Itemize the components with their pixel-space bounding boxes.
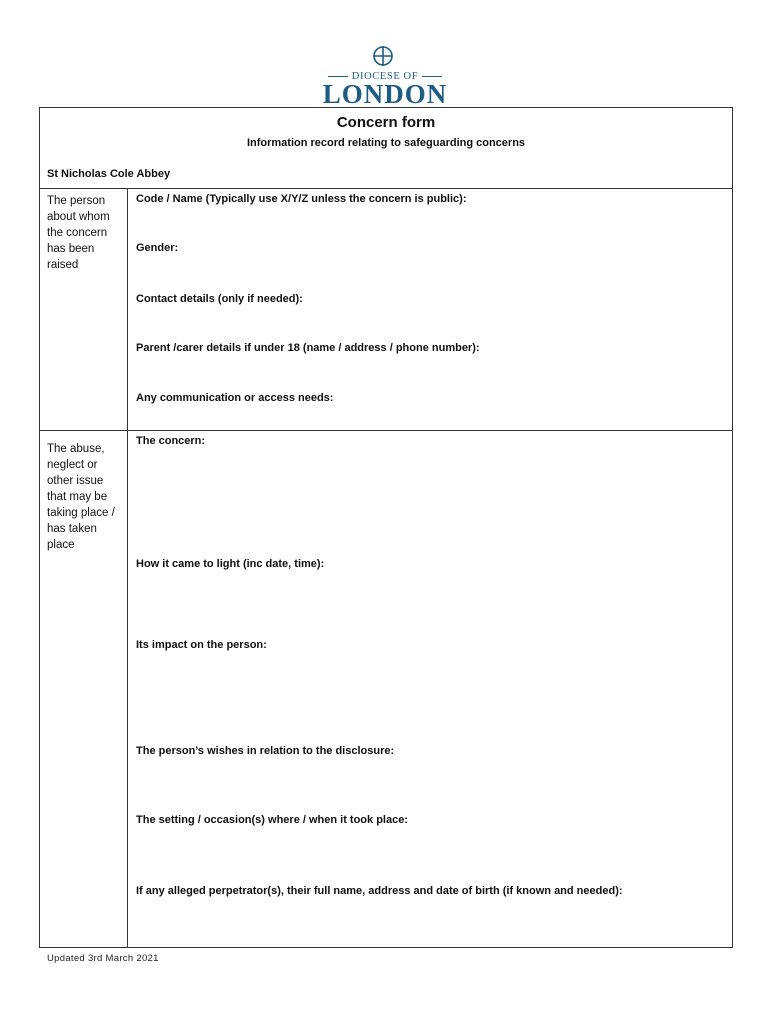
field-came-to-light-label: How it came to light (inc date, time):	[136, 558, 325, 570]
diocese-logo	[300, 40, 470, 109]
section-divider	[40, 430, 732, 431]
concern-form	[39, 107, 733, 948]
field-perpetrator-input[interactable]	[130, 900, 728, 944]
field-gender-input[interactable]	[130, 257, 728, 289]
church-name: St Nicholas Cole Abbey	[47, 168, 171, 180]
field-contact-input[interactable]	[130, 308, 728, 338]
field-communication-label: Any communication or access needs:	[136, 392, 334, 404]
logo-top-text: DIOCESE OF	[351, 70, 419, 82]
header-divider	[40, 188, 732, 189]
field-code-name-label: Code / Name (Typically use X/Y/Z unless the concern is public):	[136, 193, 467, 205]
field-parent-carer-label: Parent /carer details if under 18 (name / address / phone number):	[136, 342, 480, 354]
field-communication-input[interactable]	[130, 407, 728, 427]
field-concern-label: The concern:	[136, 435, 206, 447]
form-subtitle: Information record relating to safeguarding concerns	[246, 137, 526, 149]
logo-rule-left	[328, 76, 348, 77]
field-code-name-input[interactable]	[130, 208, 728, 238]
field-impact-label: Its impact on the person:	[136, 639, 267, 651]
field-parent-carer-input[interactable]	[130, 357, 728, 389]
field-contact-label: Contact details (only if needed):	[136, 293, 303, 305]
column-divider	[127, 188, 128, 947]
field-impact-input[interactable]	[130, 654, 728, 739]
field-wishes-input[interactable]	[130, 760, 728, 810]
logo-main-text: LONDON	[322, 79, 448, 109]
field-gender-label: Gender:	[136, 242, 179, 254]
field-setting-input[interactable]	[130, 829, 728, 881]
field-setting-label: The setting / occasion(s) where / when it took place:	[136, 814, 408, 826]
logo-rule-right	[422, 76, 442, 77]
section-person-label: The person about whom the concern has been raised	[47, 195, 110, 271]
updated-date: Updated 3rd March 2021	[47, 953, 159, 964]
field-wishes-label: The person’s wishes in relation to the disclosure:	[136, 745, 395, 757]
cross-emblem-icon	[372, 45, 394, 67]
form-title: Concern form	[336, 114, 436, 131]
field-perpetrator-label: If any alleged perpetrator(s), their full name, address and date of birth (if known and needed):	[136, 885, 623, 897]
section-abuse-label: The abuse, neglect or other issue that may be taking place / has taken place	[47, 443, 115, 551]
field-came-to-light-input[interactable]	[130, 573, 728, 633]
field-concern-input[interactable]	[130, 450, 728, 550]
